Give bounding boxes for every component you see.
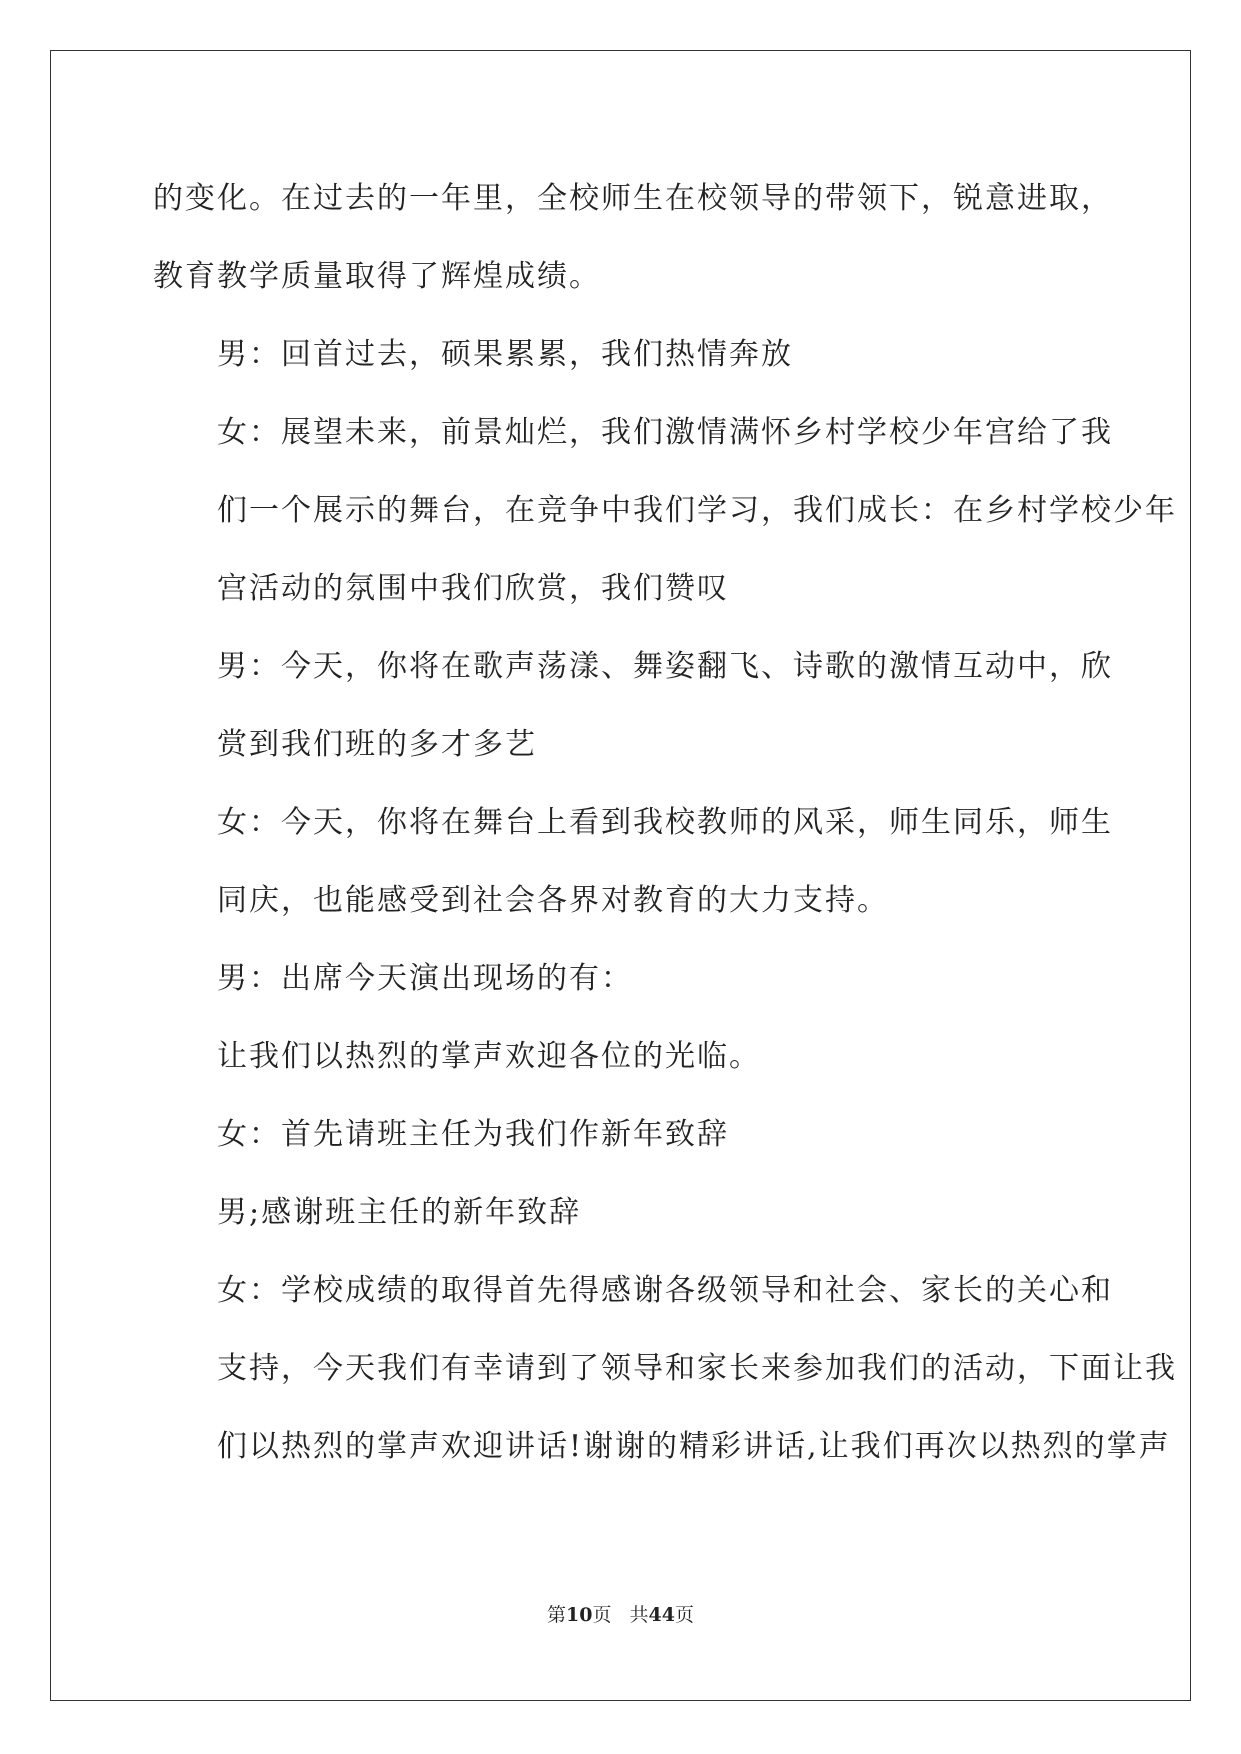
page-footer: [0, 1600, 1241, 1627]
paragraph: [153, 1018, 1093, 1096]
text-line: 同庆，也能感受到社会各界对教育的大力支持。: [217, 883, 889, 918]
current-page-number: 10: [566, 1604, 593, 1626]
text-line: 的变化。在过去的一年里，全校师生在校领导的带领下，锐意进取，: [153, 181, 1113, 216]
paragraph: [153, 394, 1177, 628]
text-line: 教育教学质量取得了辉煌成绩。: [153, 259, 601, 294]
text-line: 男：出席今天演出现场的有：: [217, 961, 633, 996]
footer-page-suffix: 页: [592, 1604, 612, 1626]
paragraph: [153, 1096, 1093, 1174]
paragraph: [153, 628, 1113, 784]
text-line: 男：回首过去，硕果累累，我们热情奔放: [217, 337, 793, 372]
text-line: 男;感谢班主任的新年致辞: [217, 1195, 582, 1230]
text-line: 宫活动的氛围中我们欣赏，我们赞叹: [217, 571, 729, 606]
text-line: 们以热烈的掌声欢迎讲话!谢谢的精彩讲话,让我们再次以热烈的掌声: [217, 1429, 1171, 1464]
text-line: 女：首先请班主任为我们作新年致辞: [217, 1117, 729, 1152]
paragraph: [153, 784, 1113, 940]
paragraph: [153, 1252, 1177, 1486]
paragraph: [153, 316, 1093, 394]
text-line: 男：今天，你将在歌声荡漾、舞姿翻飞、诗歌的激情互动中，欣: [217, 649, 1113, 684]
text-line: 赏到我们班的多才多艺: [217, 727, 537, 762]
paragraph: [153, 940, 1093, 1018]
document-body: [153, 160, 1177, 1486]
text-line: 女：展望未来，前景灿烂，我们激情满怀乡村学校少年宫给了我: [217, 415, 1113, 450]
text-line: 女：今天，你将在舞台上看到我校教师的风采，师生同乐，师生: [217, 805, 1113, 840]
paragraph: [153, 1174, 1093, 1252]
text-line: 女：学校成绩的取得首先得感谢各级领导和社会、家长的关心和: [217, 1273, 1113, 1308]
total-page-count: 44: [648, 1604, 675, 1626]
footer-prefix: 第: [547, 1604, 567, 1626]
text-line: 让我们以热烈的掌声欢迎各位的光临。: [217, 1039, 761, 1074]
text-line: 支持，今天我们有幸请到了领导和家长来参加我们的活动，下面让我: [217, 1351, 1177, 1386]
footer-total-prefix: 共: [629, 1604, 649, 1626]
text-line: 们一个展示的舞台，在竞争中我们学习，我们成长：在乡村学校少年: [217, 493, 1177, 528]
footer-total-suffix: 页: [674, 1604, 694, 1626]
paragraph: [153, 160, 1113, 316]
